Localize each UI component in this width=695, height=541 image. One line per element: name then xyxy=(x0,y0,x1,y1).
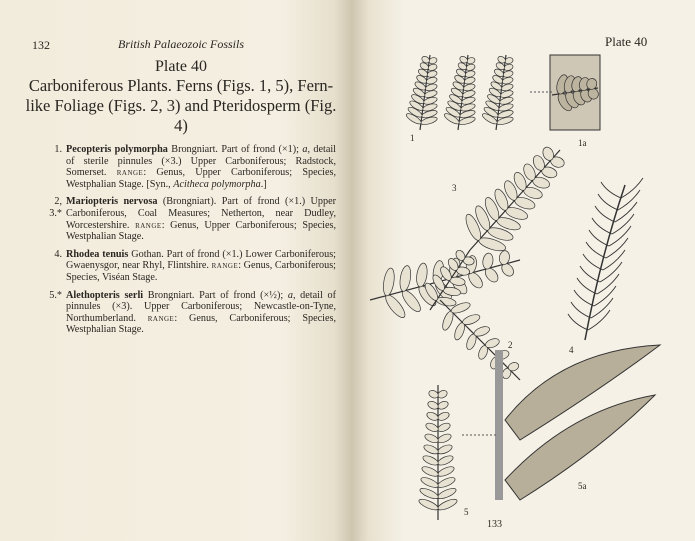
figure-5-alethopteris xyxy=(418,385,459,520)
caption-text: a xyxy=(287,289,293,301)
figure-label: 4 xyxy=(569,345,574,355)
range-label: range xyxy=(147,312,175,324)
figure-label: 1 xyxy=(410,133,415,143)
figure-3-mariopteris xyxy=(463,145,566,253)
drawing-stroke xyxy=(436,432,452,444)
caption-text: Brongniart. Part of frond (×1); xyxy=(167,144,303,155)
drawing-stroke xyxy=(436,476,456,490)
drawing-stroke xyxy=(398,265,412,292)
range-label: range xyxy=(211,260,239,272)
caption-entry xyxy=(40,290,336,336)
drawing-stroke xyxy=(436,443,453,456)
drawing-stroke xyxy=(423,443,440,456)
drawing-stroke xyxy=(436,465,455,479)
range-label: range xyxy=(135,219,162,231)
figure-5a-pinnule-detail xyxy=(495,345,660,500)
caption-text: : Genus, Carboniferous; Species, Viséan Stage. xyxy=(66,260,336,283)
range-label: range xyxy=(116,167,144,179)
caption-text: , detail of pinnules (×3). Upper Carboniferous; Newcastle-on-Tyne, Northumberland. xyxy=(66,289,336,324)
figure-label: 1a xyxy=(578,138,587,148)
drawing-stroke xyxy=(422,454,440,467)
species-name: Mariopteris nervosa xyxy=(66,196,158,208)
caption-entry xyxy=(40,249,336,284)
drawing-stroke xyxy=(420,476,440,490)
running-head: British Palaeozoic Fossils xyxy=(118,37,244,51)
drawing-stroke xyxy=(436,486,457,500)
caption-text: .] xyxy=(260,178,267,190)
drawing-stroke xyxy=(382,267,396,296)
drawing-stroke xyxy=(449,276,466,286)
figure-captions xyxy=(40,144,336,336)
left-page-body xyxy=(20,57,342,342)
figure-1-pecopteris xyxy=(405,55,514,130)
drawing-stroke xyxy=(436,497,458,512)
caption-entry xyxy=(40,196,336,242)
plate-heading-right: Plate 40 xyxy=(605,34,648,49)
page-number-left: 132 xyxy=(32,38,50,52)
plate-illustrations xyxy=(352,0,695,541)
caption-text: : Genus, Carboniferous; Species, Westphalian Stage. xyxy=(66,312,337,336)
figure-label: 5a xyxy=(578,481,587,491)
species-name: Pecopteris polymorpha xyxy=(66,144,168,155)
species-name: Alethopteris serli xyxy=(66,289,144,301)
synonym: Acitheca polymorpha xyxy=(173,178,261,190)
drawing-stroke xyxy=(419,486,440,500)
drawing-stroke xyxy=(418,497,440,512)
entry-number: 1. xyxy=(54,144,62,155)
figure-4-rhodea xyxy=(568,178,643,340)
drawing-stroke xyxy=(425,421,440,433)
figure-label: 2 xyxy=(508,340,513,350)
entry-number: 4. xyxy=(54,248,62,260)
caption-text: Gothan. Part of frond (×1.) Lower Carboniferous; Gwaenysgor, near Rhyl, Flintshire. xyxy=(66,248,336,272)
drawing-stroke xyxy=(424,432,440,444)
figure-label: 5 xyxy=(464,507,469,517)
figure-1a-pinnule-detail xyxy=(550,55,600,130)
drawing-stroke xyxy=(461,313,481,327)
plate-title: Carboniferous Plants. Ferns (Figs. 1, 5), Fern-like Foliage (Figs. 2, 3) and Pteridosperm (Fig. 4) xyxy=(25,76,337,135)
entry-number: 2, 3.* xyxy=(49,196,62,219)
caption-text: : Genus, Upper Carboniferous; Species, Westphalian Stage. [Syn., xyxy=(66,167,336,190)
species-name: Rhodea tenuis xyxy=(66,248,129,260)
caption-text: Brongniart. Part of frond (×½); xyxy=(143,289,288,301)
caption-text: (Brongniart). Part of frond (×1.) Upper Carboniferous, Coal Measures; Netherton, near Dudley, Worcestershire. xyxy=(66,196,337,231)
figure-label: 3 xyxy=(452,183,457,193)
page-number-right: 133 xyxy=(487,519,502,530)
caption-text: : Genus, Upper Carboniferous; Species, Westphalian Stage. xyxy=(66,219,336,243)
entry-number: 5.* xyxy=(49,289,62,301)
drawing-stroke xyxy=(436,421,451,433)
plate-heading: Plate 40 xyxy=(155,58,207,75)
drawing-stroke xyxy=(436,454,454,467)
caption-text: , detail of sterile pinnules (×3.) Upper Carboniferous; Radstock, Somerset. xyxy=(66,144,337,179)
drawing-stroke xyxy=(495,350,503,500)
caption-entry xyxy=(40,144,336,190)
drawing-stroke xyxy=(421,465,440,479)
caption-text: a xyxy=(302,144,308,155)
